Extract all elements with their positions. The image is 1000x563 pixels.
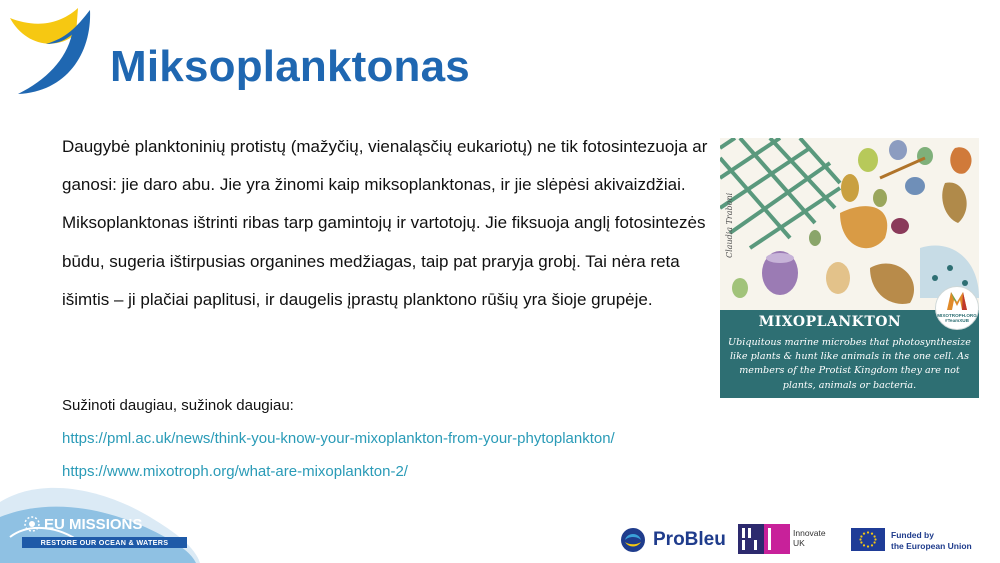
mixotroph-m-icon	[945, 290, 969, 312]
probleu-logo	[617, 526, 726, 554]
eu-missions-logo	[0, 482, 200, 563]
badge-tag: #TeamXUB	[945, 318, 969, 324]
link-pml[interactable]: https://pml.ac.uk/news/think-you-know-your-mixoplankton-from-your-phytoplankton/	[62, 430, 615, 447]
eu-missions-title	[44, 516, 142, 533]
ukri-logo	[738, 524, 826, 559]
eu-flag-icon	[851, 528, 885, 551]
learn-more-label: Sužinoti daugiau, sužinok daugiau:	[62, 397, 294, 414]
eu-missions-prefix: EU	[44, 516, 65, 533]
funded-line2: the European Union	[891, 540, 972, 551]
mixoplankton-poster	[720, 138, 979, 398]
eu-star-icon	[24, 516, 40, 532]
innovate-line1: Innovate	[793, 528, 826, 538]
page-title: Miksoplanktonas	[110, 42, 470, 91]
link-mixotroph[interactable]: https://www.mixotroph.org/what-are-mixoplankton-2/	[62, 463, 408, 480]
innovate-uk-label	[793, 528, 826, 548]
badge-text	[936, 313, 978, 324]
probleu-label: ProBleu	[653, 529, 726, 550]
poster-caption: Ubiquitous marine microbes that photosynthesize like plants & hunt like animals in the one cell. As members of the Protist Kingdom they are not plants, animals or bacteria.	[728, 337, 971, 391]
eu-missions-word: MISSIONS	[69, 516, 143, 533]
badge-label: MIXOTROPH.ORG	[937, 313, 977, 318]
funded-line1: Funded by	[891, 530, 934, 540]
plankton-illustration-icon	[720, 138, 979, 313]
poster-title: MIXOPLANKTON	[758, 314, 902, 330]
artist-signature: Claudia Traboni	[725, 192, 734, 258]
innovate-line2: UK	[793, 538, 805, 548]
mixotroph-badge	[935, 286, 979, 330]
ukri-logo-icon	[738, 524, 790, 554]
eu-missions-subtitle: RESTORE OUR OCEAN & WATERS	[22, 537, 187, 548]
brand-logo-icon	[6, 4, 96, 100]
probleu-swirl-icon	[617, 526, 649, 554]
eu-funded-label	[891, 530, 972, 551]
body-paragraph: Daugybė planktoninių protistų (mažyčių, vienaląsčių eukariotų) ne tik fotosintezuoja ar ganosi: jie daro abu. Jie yra žinomi kaip miksoplanktonas, ir jie slėpėsi akivaizdžiai. Miksoplanktonas ištrinti ribas tarp gamintojų ir vartotojų. Jie fiksuoja anglį fotosintezės būdu, sugeria ištirpusias organines medžiagas, taip pat praryja grobį. Tai nėra reta išimtis – ji plačiai paplitusi, ir daugelis įprastų planktono rūšių yra šioje grupėje.	[62, 137, 708, 309]
